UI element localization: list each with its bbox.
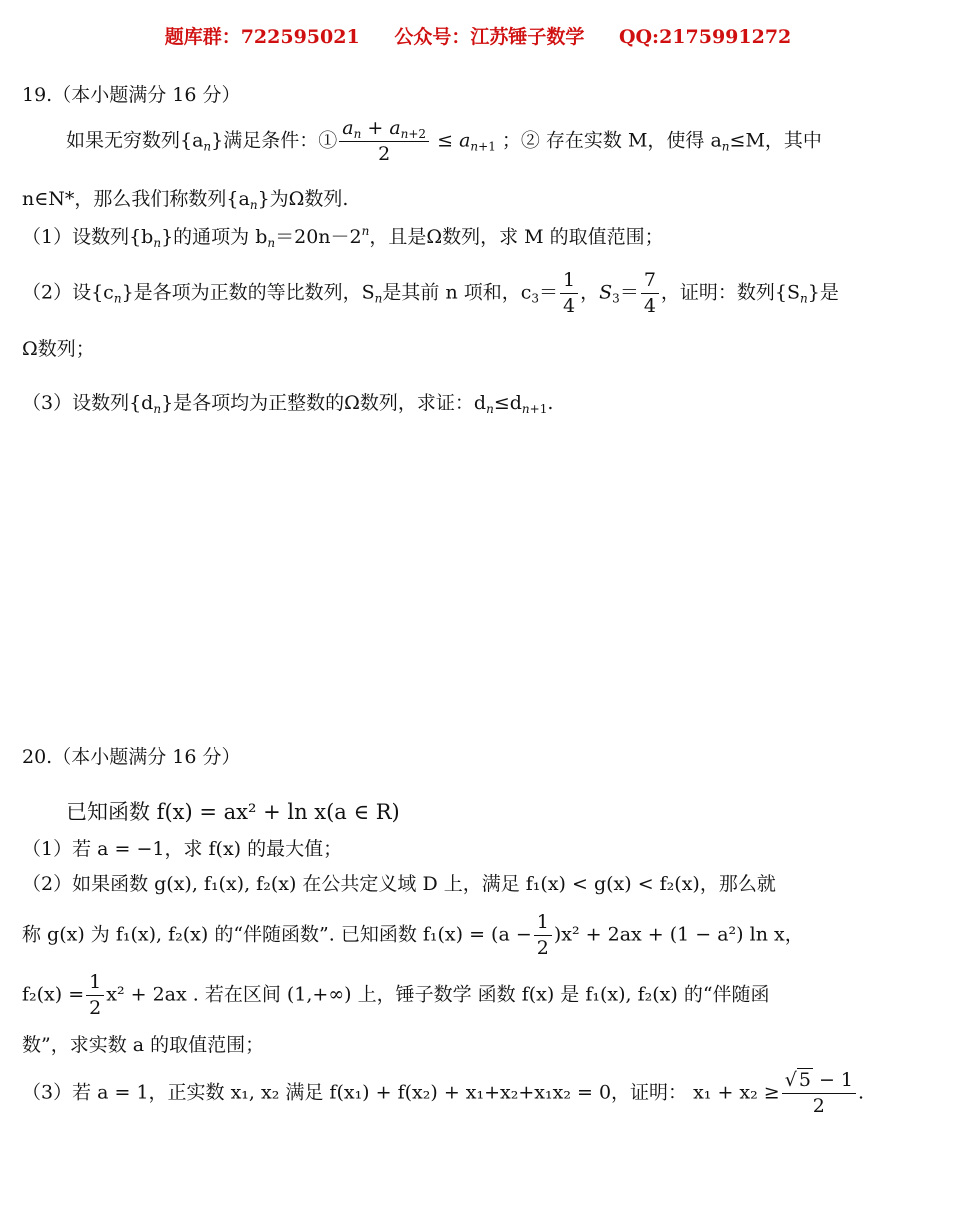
header-account: 公众号：江苏锤子数学 [394, 26, 585, 48]
q20-part2-line4: 数”，求实数 a 的取值范围； [22, 1034, 265, 1056]
q19-condition-fraction: $\frac{a_n + a_{n+2}}{2}$ [339, 118, 429, 165]
q20-part2-line1: （2）如果函数 g(x), f₁(x), f₂(x) 在公共定义域 D 上，满足 f₁(x) < g(x) < f₂(x)，那么就 [22, 873, 776, 895]
q19-part1: （1）设数列$\{b_n\}$的通项为 $b_n=20n-2^n$，且是Ω数列，求 M 的取值范围； [22, 224, 664, 250]
q20-part2-line3: f₂(x) = $\frac{1}{2}$ x² + 2ax . 若在区间 (1,+∞) 上，锤子数学 函数 f(x) 是 f₁(x), f₂(x) 的“伴随函 [22, 971, 770, 1019]
header-qq: QQ:2175991272 [618, 26, 792, 48]
q19-condition-line: 如果无穷数列$\{a_n\}$满足条件：① $\frac{a_n + a_{n+2}}{2}$ ≤ $a_{n+1}$ ；② 存在实数 M，使得 $a_n\le M$，其中 [66, 117, 822, 165]
q19-part2: （2）设$\{c_n\}$是各项为正数的等比数列，$S_n$是其前 n 项和，$c_3=$ $\frac{1}{4}$ ，$S_3=$ $\frac{7}{4}$ ，证明：数列$\{S_n\}$是 [22, 269, 839, 317]
q19-part3: （3）设数列$\{d_n\}$是各项均为正整数的Ω数列，求证：$d_n\le d_{n+1}$. [22, 392, 554, 416]
q19-title: 19.（本小题满分 16 分） [22, 84, 241, 106]
q20-title: 20.（本小题满分 16 分） [22, 746, 241, 768]
q20-part2-line2: 称 g(x) 为 f₁(x), f₂(x) 的“伴随函数”. 已知函数 f₁(x) = (a − $\frac{1}{2}$ )x² + 2ax + (1 − a²) ln x， [22, 911, 804, 959]
q20-part1: （1）若 a = −1，求 f(x) 的最大值； [22, 838, 343, 860]
q20-part3: （3）若 a = 1，正实数 x₁, x₂ 满足 f(x₁) + f(x₂) + x₁+x₂+x₁x₂ = 0，证明： x₁ + x₂ ≥ $\frac{√ 5 - 1}{2}$ . [22, 1069, 865, 1117]
q20-part3-fraction: $\frac{√ 5 - 1}{2}$ [782, 1070, 856, 1117]
page-header [0, 22, 956, 49]
q20-intro: 已知函数 f(x) = ax² + ln x(a ∈ R) [66, 800, 400, 824]
header-group: 题库群：722595021 [164, 26, 360, 48]
q19-definition: n∈N*，那么我们称数列$\{a_n\}$为Ω数列. [22, 188, 349, 212]
q19-part2-cont: Ω数列； [22, 338, 95, 360]
